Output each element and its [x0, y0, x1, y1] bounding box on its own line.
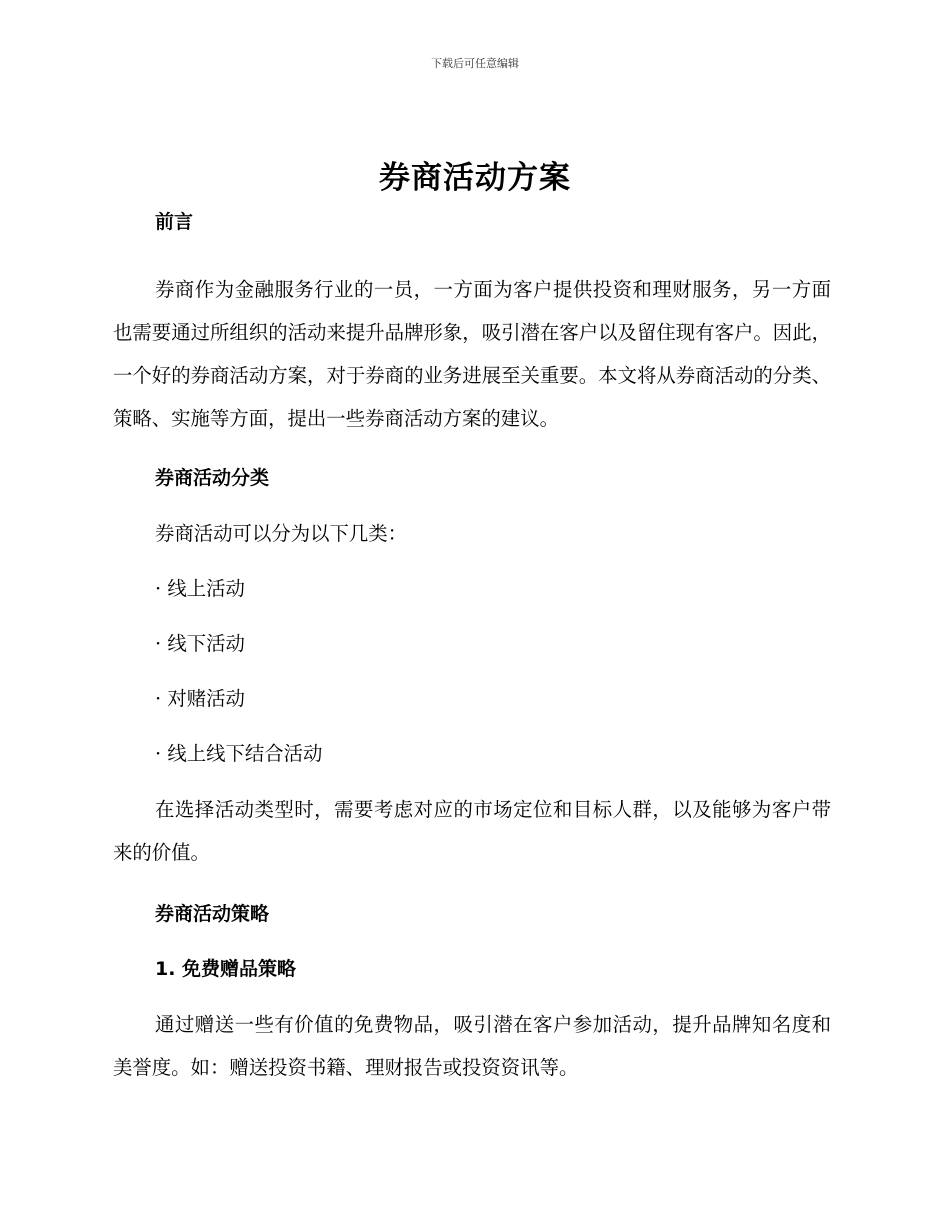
strategy-1-heading: 1. 免费赠品策略	[155, 958, 297, 980]
document-body	[113, 198, 831, 1089]
document-title: 券商活动方案	[379, 160, 571, 196]
list-item-offline: · 线下活动	[155, 632, 245, 655]
strategy-1-paragraph: 通过赠送一些有价值的免费物品，吸引潜在客户参加活动，提升品牌知名度和美誉度。如：赠送投资书籍、理财报告或投资资讯等。	[113, 1013, 831, 1079]
list-item-betting: · 对赌活动	[155, 687, 245, 710]
categories-heading: 券商活动分类	[155, 467, 270, 489]
preface-paragraph: 券商作为金融服务行业的一员，一方面为客户提供投资和理财服务，另一方面也需要通过所组织的活动来提升品牌形象，吸引潜在客户以及留住现有客户。因此，一个好的券商活动方案，对于券商的业务进展至关重要。本文将从券商活动的分类、策略、实施等方面，提出一些券商活动方案的建议。	[113, 278, 831, 430]
list-item-combined: · 线上线下结合活动	[155, 742, 323, 765]
list-item-online: · 线上活动	[155, 577, 245, 600]
categories-paragraph: 在选择活动类型时，需要考虑对应的市场定位和目标人群，以及能够为客户带来的价值。	[113, 798, 831, 864]
categories-intro: 券商活动可以分为以下几类：	[155, 522, 408, 545]
preface-heading: 前言	[155, 211, 194, 233]
header-note: 下载后可任意编辑	[431, 57, 519, 70]
strategy-heading: 券商活动策略	[155, 903, 270, 925]
